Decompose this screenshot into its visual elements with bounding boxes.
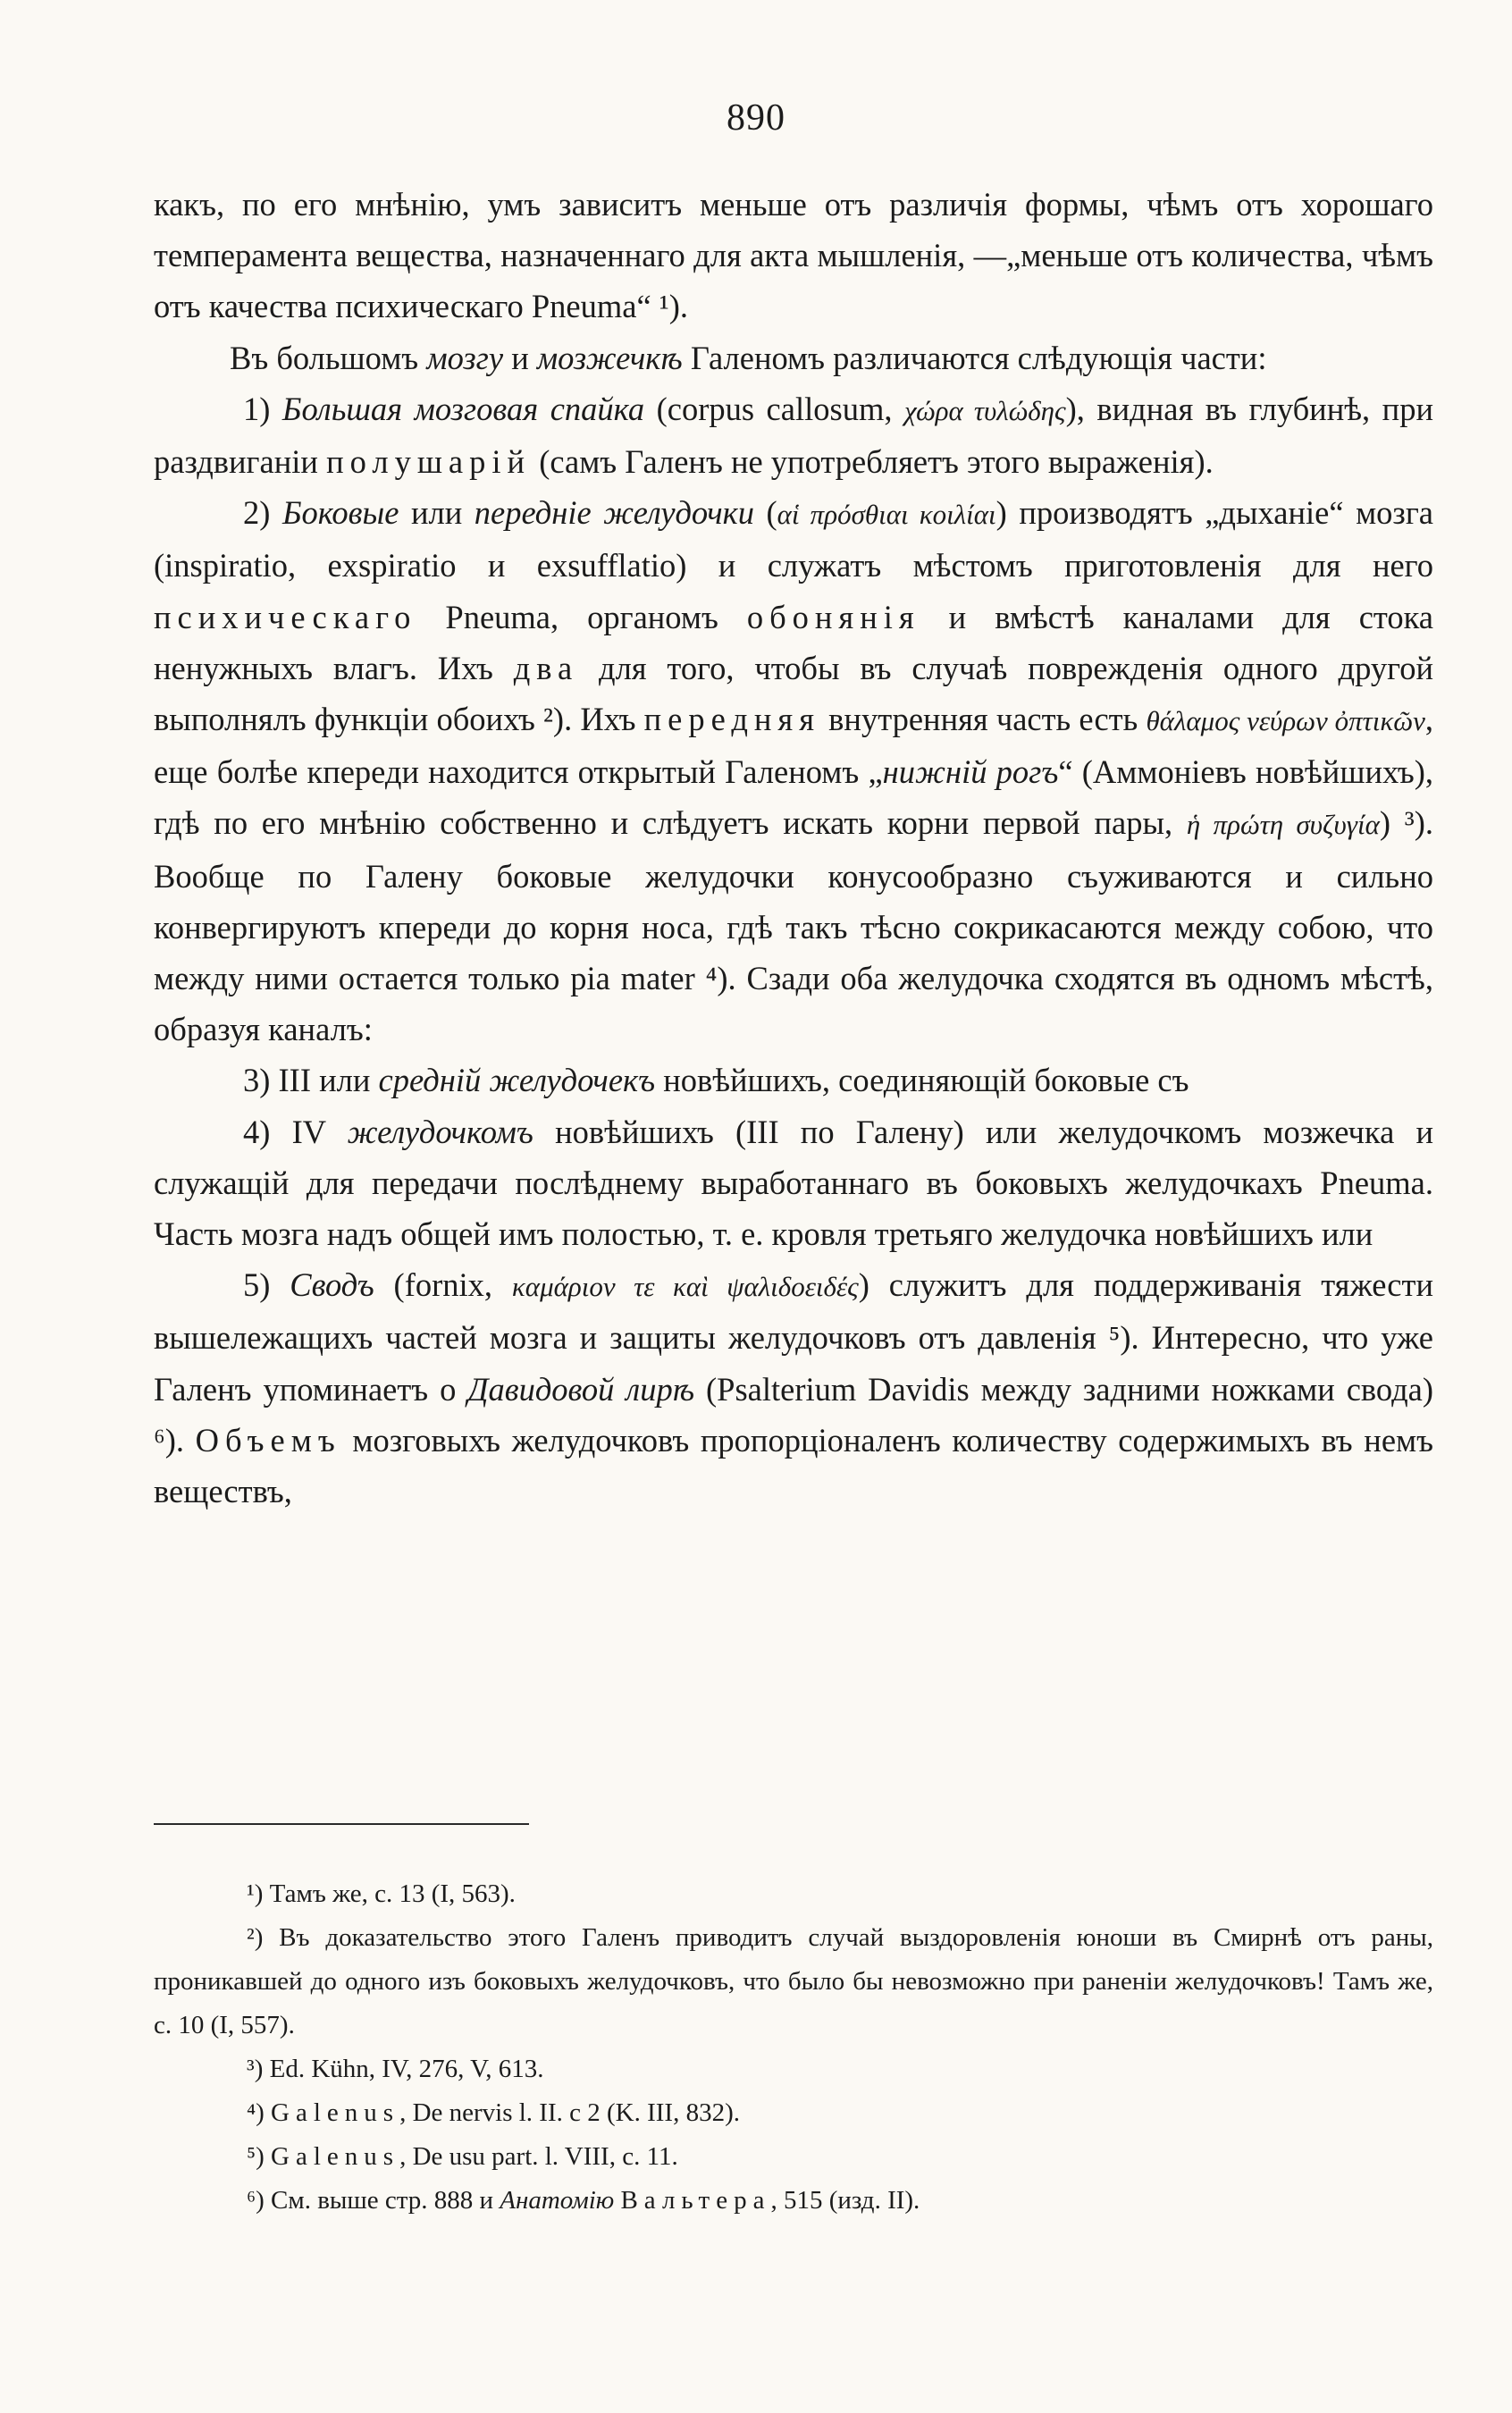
italic-term: Большая мозговая спайка <box>281 390 645 427</box>
greek-term: αἱ πρόσθιαι κοιλίαι <box>777 499 996 531</box>
greek-term: θάλαμος νεύρων ὀπτικῶν <box>1146 705 1425 737</box>
italic-term: Анатомію <box>500 2186 615 2215</box>
text-span: для того, чтобы въ случаѣ поврежденія одного другой выполнялъ функціи обоихъ ²). Ихъ <box>154 649 1433 738</box>
paragraph-7 <box>154 1259 1433 1517</box>
page-number: 890 <box>727 97 785 139</box>
spaced-term: психическаго <box>154 598 417 635</box>
text-span: 4) IV <box>243 1113 348 1150</box>
paragraph-6 <box>154 1106 1433 1260</box>
paragraph-3 <box>154 383 1433 487</box>
author-name: Galenus <box>271 2098 400 2127</box>
greek-term: ἡ πρώτη συζυγία <box>1186 809 1380 841</box>
text-span: , De usu part. l. VIII, c. 11. <box>399 2142 678 2171</box>
text-span: ), видная въ глубинѣ, при раздвиганіи <box>154 390 1433 481</box>
footnote-5 <box>154 2135 1433 2179</box>
text-span: ⁴) <box>247 2098 272 2127</box>
text-span: Pneuma, органомъ <box>416 598 747 635</box>
italic-term: желудочкомъ <box>347 1113 533 1150</box>
main-text <box>154 179 1433 1517</box>
text-span: (Psalterium Davidis между задними ножками свода) ⁶). <box>154 1370 1434 1459</box>
text-span: и вмѣстѣ каналами для стока ненужныхъ влагъ. Ихъ <box>154 598 1433 686</box>
text-span: (corpus callosum, <box>644 390 904 427</box>
text-span: ) служитъ для поддерживанія тяжести вышележащихъ частей мозга и защиты желудочковъ отъ давленія ⁵). Интересно, что уже Галенъ упоминаетъ о <box>154 1266 1433 1408</box>
greek-term: χώρα τυλώδης <box>903 394 1066 426</box>
text-span: 3) III или <box>243 1062 379 1099</box>
spaced-term: два <box>513 649 579 686</box>
footnote-4 <box>154 2091 1433 2135</box>
text-span: мозговыхъ желудочковъ пропорціоналенъ количеству содержимыхъ въ немъ веществъ, <box>154 1421 1433 1510</box>
text-span: Галеномъ различаются слѣдующія части: <box>682 339 1267 376</box>
text-span: (fornix, <box>374 1266 512 1304</box>
text-span: ⁶) См. выше стр. 888 и <box>247 2186 500 2215</box>
text-span: новѣйшихъ, соединяющій боковые съ <box>655 1062 1189 1099</box>
text-span: или <box>399 494 475 532</box>
text-span: ) производятъ „дыханіе“ мозга (inspiratio, exspiratio и exsufflatio) и служатъ мѣстомъ приготовленія для него <box>154 494 1434 584</box>
italic-term: Сводъ <box>290 1266 374 1304</box>
paragraph-2 <box>154 332 1433 383</box>
text-span: , еще болѣе кпереди находится открытый Галеномъ „ <box>154 701 1433 791</box>
italic-term: передніе желудочки <box>474 494 754 532</box>
spaced-term: передняя <box>643 701 821 738</box>
footnotes <box>154 1872 1433 2223</box>
italic-term: Боковые <box>281 494 399 532</box>
text-span: 2) <box>243 494 282 532</box>
paragraph-4 <box>154 487 1433 1055</box>
greek-term: καμάριον τε καὶ ψαλιδοειδές <box>511 1271 859 1303</box>
text-span: , 515 (изд. II). <box>770 2186 920 2215</box>
author-name: Galenus <box>271 2142 400 2171</box>
footnote-6 <box>154 2179 1433 2223</box>
text-span: , De nervis l. II. c 2 (K. III, 832). <box>399 2098 740 2127</box>
text-span: и <box>503 339 537 376</box>
text-span: “ (Аммоніевъ новѣйшихъ), гдѣ по его мнѣнію собственно и слѣдуетъ искать корни первой пары, <box>154 753 1433 842</box>
text-span: ) ³). Вообще по Галену боковые желудочки конусообразно съуживаются и сильно конвергируютъ кпереди до корня носа, гдѣ такъ тѣсно сокрикасаются между собою, что между ними остается только pia mater ⁴). Сзади оба желудочка сходятся въ одномъ мѣстѣ, образуя каналъ: <box>154 804 1433 1048</box>
italic-term: нижній рогъ <box>882 753 1059 791</box>
footnote-3: ³) Ed. Kühn, IV, 276, V, 613. <box>247 2055 544 2083</box>
text-span: 1) <box>243 390 282 427</box>
text-span: внутренняя часть есть <box>820 701 1147 738</box>
paragraph-1: какъ, по его мнѣнію, умъ зависитъ меньше отъ различія формы, чѣмъ отъ хорошаго темперамента вещества, назначеннаго для акта мышленія, —„меньше отъ количества, чѣмъ отъ качества психическаго Pneuma“ ¹). <box>154 186 1433 325</box>
spaced-term: обонянія <box>746 598 920 635</box>
footnote-1: ¹) Тамъ же, с. 13 (I, 563). <box>247 1879 516 1908</box>
paragraph-5 <box>154 1055 1433 1106</box>
italic-term: мозгу <box>426 339 504 376</box>
text-span: ⁵) <box>247 2142 272 2171</box>
italic-term: средній желудочекъ <box>378 1062 656 1099</box>
text-span: Въ большомъ <box>230 339 427 376</box>
spaced-term: Объемъ <box>195 1421 341 1459</box>
spaced-term: полушарій <box>326 443 532 481</box>
author-name: Вальтера <box>620 2186 771 2215</box>
text-span: ( <box>753 494 777 532</box>
text-span: новѣйшихъ (III по Галену) или желудочкомъ мозжечка и служащій для передачи послѣднему выработаннаго въ боковыхъ желудочкахъ Pneuma. Часть мозга надъ общей имъ полостью, т. е. кровля третьяго желудочка новѣйшихъ или <box>154 1113 1433 1253</box>
text-span: 5) <box>243 1266 290 1304</box>
italic-term: мозжечкѣ <box>536 339 683 376</box>
italic-term: Давидовой лирѣ <box>467 1370 695 1408</box>
footnote-divider <box>154 1823 529 1825</box>
footnote-2: ²) Въ доказательство этого Галенъ приводитъ случай выздоровленія юноши въ Смирнѣ отъ раны, проникавшей до одного изъ боковыхъ желудочковъ, что было бы невозможно при раненіи желудочковъ! Тамъ же, с. 10 (I, 557). <box>154 1923 1433 2039</box>
text-span: (самъ Галенъ не употребляетъ этого выраженія). <box>531 443 1214 481</box>
